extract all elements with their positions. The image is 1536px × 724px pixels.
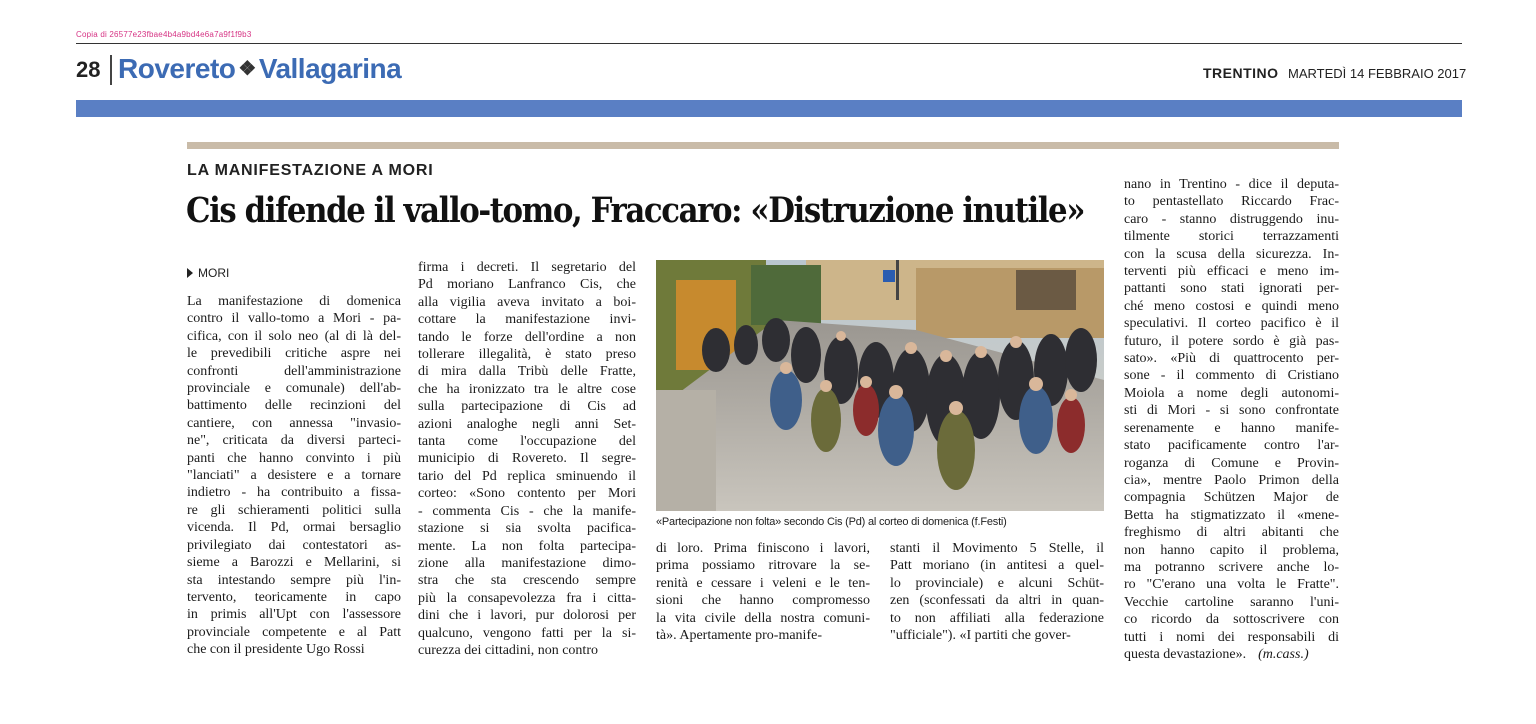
article-line: prima possiamo ritrovare la se- [656, 558, 870, 574]
article-line: non hanno capito il problema, [1124, 542, 1339, 558]
article-line: nano in Trentino - dice il deputa- [1124, 177, 1339, 192]
article-line: sulla partecipazione di Cis ad [418, 399, 636, 415]
article-line: la vita civile della nostra comuni- [656, 610, 870, 626]
article-line: ché meno costosi e quindi meno [1124, 298, 1339, 314]
article-line: tanta come l'occupazione del [418, 434, 636, 450]
article-line: stazione si sia svolta pacifica- [418, 521, 636, 537]
issue-date: MARTEDÌ 14 FEBBRAIO 2017 [1288, 66, 1467, 81]
article-line: tutti i nomi dei responsabili di [1124, 629, 1339, 645]
article-line: serenamente e hanno manife- [1124, 420, 1339, 436]
diamond-icon: ❖ [238, 58, 256, 80]
dateline-text: MORI [198, 266, 230, 280]
article-line: Pd moriano Lanfranco Cis, che [418, 277, 636, 293]
article-line: mente. La non folta partecipa- [418, 538, 636, 554]
article-line: freghismo di altri abitanti che [1124, 525, 1339, 541]
article-line: Vecchie cartoline saranno l'uni- [1124, 594, 1339, 610]
article-line: provinciale competente e al Patt [187, 624, 401, 640]
article-line: sta intestando sempre più l'in- [187, 572, 401, 588]
section-title [118, 53, 401, 85]
article-line: firma i decreti. Il segretario del [418, 260, 636, 275]
article-line: tando le forze dell'ordine a non [418, 329, 636, 345]
article-line: - commenta Cis - che la manife- [418, 503, 636, 519]
article-line: cantiere, con annessa "invasio- [187, 415, 401, 431]
article-line: zen (sconfessati da altri in quan- [890, 593, 1104, 609]
article-line: di loro. Prima finiscono i lavori, [656, 541, 870, 556]
article-line: re gli schieramenti politici sulla [187, 502, 401, 518]
masthead-separator [110, 55, 112, 85]
article-line: ro "C'erano una volta le Fratte". [1124, 577, 1339, 593]
article-line: tollerare illegalità, è stato preso [418, 347, 636, 363]
article-line: confronti dell'amministrazione [187, 363, 401, 379]
article-column-2 [418, 259, 636, 659]
article-line: questa devastazione». (m.cass.) [1124, 646, 1309, 662]
article-line: sti di Mori - si sono confrontate [1124, 403, 1339, 419]
article-line: co ricordo da sottoscrivere con [1124, 612, 1339, 628]
article-line: speculativi. Il corteo pacifico è il [1124, 316, 1339, 332]
article-line: più la consapevolezza fra i citta- [418, 590, 636, 606]
article-line: battimento delle recinzioni del [187, 398, 401, 414]
article-line: stato pacificamente contro l'ar- [1124, 438, 1339, 454]
section-city: Rovereto [118, 53, 236, 84]
article-line: sioni che hanno compromesso [656, 593, 870, 609]
article-line: futuro, il potere sordo è già pas- [1124, 333, 1339, 349]
article-line: indietro - ha contribuito a fissa- [187, 485, 401, 501]
article-line: tario del Pd replica sminuendo il [418, 468, 636, 484]
article-line: "lanciati" a desistere e a tornare [187, 468, 401, 484]
section-region: Vallagarina [258, 53, 402, 84]
article-line: vicenda. Il Pd, ormai bersaglio [187, 520, 401, 536]
article-line: Moiola a nome degli autonomi- [1124, 385, 1339, 401]
article-line: azioni analoghe negli anni Set- [418, 416, 636, 432]
article-line: municipio di Rovereto. Il segre- [418, 451, 636, 467]
article-line: ma potranno scrivere anche lo- [1124, 559, 1339, 575]
article-line: tilmente storici terrazzamenti [1124, 229, 1339, 245]
article-author: (m.cass.) [1258, 646, 1309, 662]
article-line: to pentastellato Riccardo Frac- [1124, 194, 1339, 210]
article-line: pattanti sono stati ignorati per- [1124, 281, 1339, 297]
article-line: caro - stanno distruggendo inu- [1124, 211, 1339, 227]
article-line: qualcuno, vengono fatti per la si- [418, 625, 636, 641]
article-line: cottare la manifestazione invi- [418, 312, 636, 328]
article-line: roganza di Comune e Provin- [1124, 455, 1339, 471]
article-line: che con il presidente Ugo Rossi [187, 642, 365, 658]
article-line: di mira dalla Tribù delle Fratte, [418, 364, 636, 380]
article-line: alla vigilia aveva invitato a boi- [418, 294, 636, 310]
article-column-3 [656, 540, 870, 644]
article-line: contro il vallo-tomo a Mori - pa- [187, 311, 401, 327]
article-line: ne", criticata da diversi parteci- [187, 433, 401, 449]
article-line: dini che i lavori, pur dolorosi per [418, 608, 636, 624]
article-line: sato». «Più di quattrocento per- [1124, 351, 1339, 367]
article-line: le prevedibili critiche aspre nei [187, 346, 401, 362]
article-headline: Cis difende il vallo-tomo, Fraccaro: «Distruzione inutile» [186, 190, 1085, 231]
article-line: stra che sta crescendo sempre [418, 573, 636, 589]
article-photo [656, 260, 1104, 511]
article-line: tà». Apertamente pro-manife- [656, 628, 822, 644]
top-rule [76, 43, 1462, 44]
article-column-4 [890, 540, 1104, 644]
article-line: cia», mentre Paolo Primon della [1124, 472, 1339, 488]
article-line: Betta ha stigmatizzato il «mene- [1124, 507, 1339, 523]
article-line: in primis all'Upt con l'assessore [187, 607, 401, 623]
section-band [76, 100, 1462, 117]
article-line: che ha ironizzato tra le altre cose [418, 381, 636, 397]
article-column-5 [1124, 176, 1339, 663]
article-line: Patt moriano (in antitesi a quel- [890, 558, 1104, 574]
article-line: renità e cessare i veleni e le ten- [656, 575, 870, 591]
article-line: terventi più efficaci e meno im- [1124, 264, 1339, 280]
article-line: provinciale e comunale) dell'ab- [187, 381, 401, 397]
article-dateline [187, 266, 229, 280]
article-line: stanti il Movimento 5 Stelle, il [890, 541, 1104, 556]
copy-watermark: Copia di 26577e23fbae4b4a9bd4e6a7a9f1f9b3 [76, 30, 252, 39]
photo-caption: «Partecipazione non folta» secondo Cis (Pd) al corteo di domenica (f.Festi) [656, 516, 1007, 528]
article-line: lo provinciale) e alcuni Schüt- [890, 575, 1104, 591]
article-line: "ufficiale"). «I partiti che gover- [890, 628, 1071, 644]
dateline-arrow-icon [187, 268, 193, 278]
article-line: corteo: «Sono contento per Mori [418, 486, 636, 502]
newspaper-name: TRENTINO [1203, 65, 1279, 81]
page-number: 28 [76, 57, 101, 82]
article-column-1 [187, 293, 401, 659]
article-line: con la scusa della sicurezza. In- [1124, 246, 1339, 262]
article-line: to non affiliati alla federazione [890, 610, 1104, 626]
article-line: privilegiato dai contestatori as- [187, 537, 401, 553]
crowd-photo-illustration [656, 260, 1104, 511]
article-line: La manifestazione di domenica [187, 294, 401, 309]
article-line: cifica, con il solo neo (al di là del- [187, 328, 401, 344]
article-rule [187, 142, 1339, 149]
article-line: tervento, teoricamente in capo [187, 589, 401, 605]
article-line: curezza dei cittadini, non contro [418, 642, 598, 658]
article-line: panti che hanno convinto i più [187, 450, 401, 466]
article-line: sieme a Barozzi e Mellarini, si [187, 555, 401, 571]
article-line: compagnia Schützen Major de [1124, 490, 1339, 506]
article-line: sone - il commento di Cristiano [1124, 368, 1339, 384]
article-line: zione alla manifestazione dimo- [418, 555, 636, 571]
article-kicker: LA MANIFESTAZIONE A MORI [187, 162, 434, 179]
